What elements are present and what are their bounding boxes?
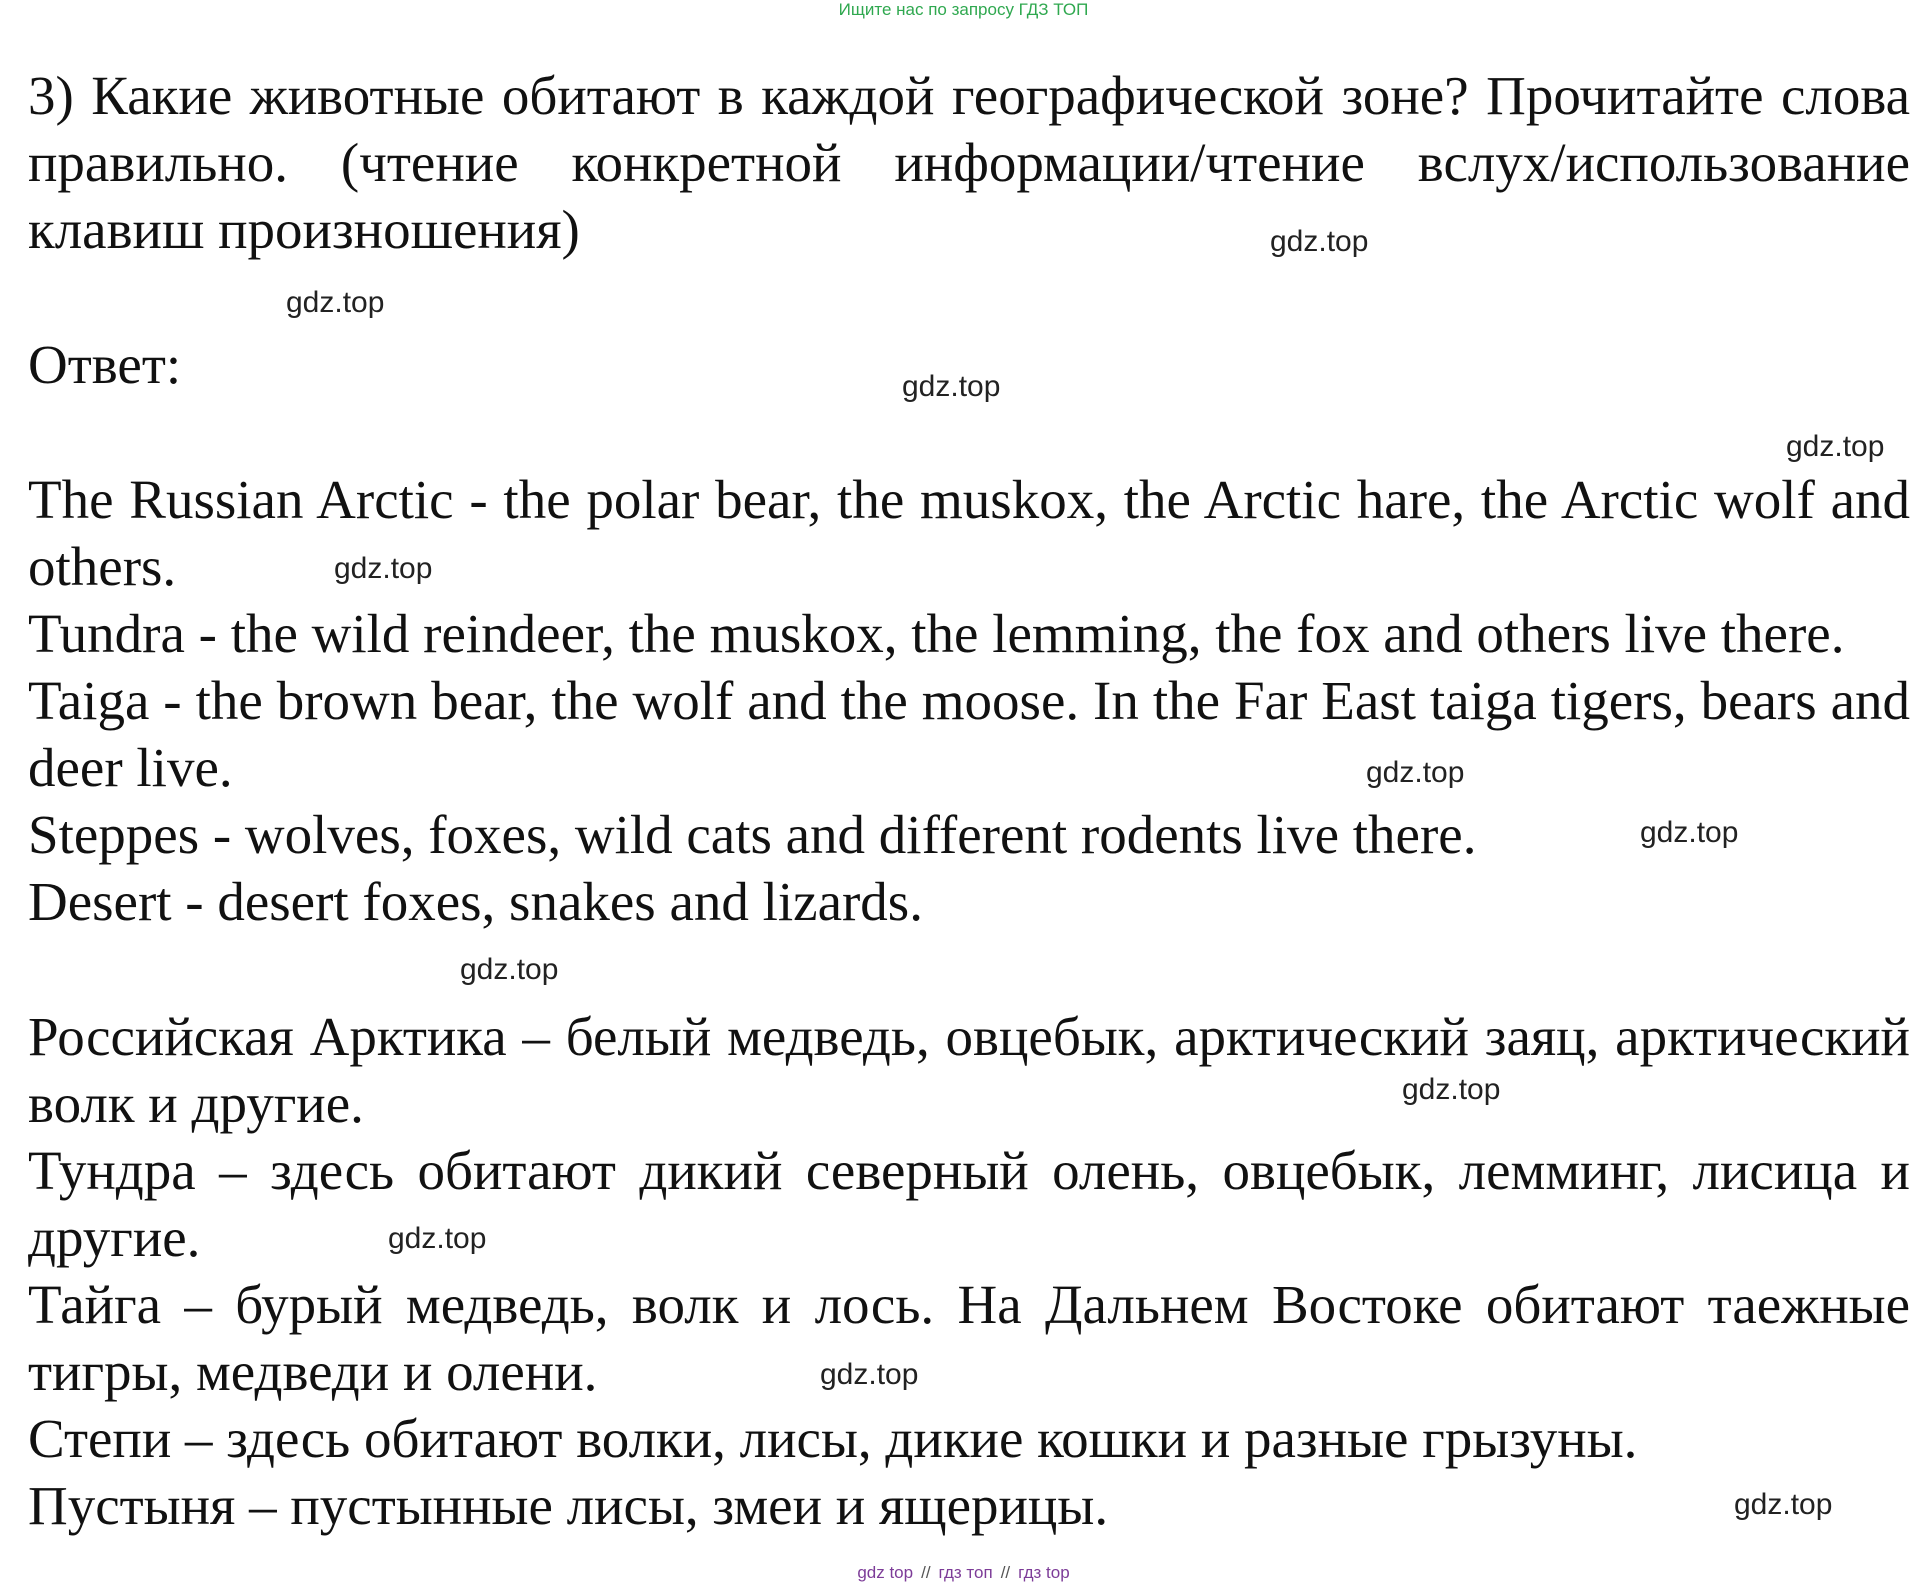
english-answer xyxy=(28,466,1910,935)
translation-line-desert: Пустыня – пустынные лисы, змеи и ящерицы. xyxy=(28,1475,1109,1536)
footer-link-gdz-top-mixed[interactable]: гдз top xyxy=(1018,1563,1070,1582)
answer-label: Ответ: xyxy=(28,334,182,395)
watermark: gdz.top xyxy=(1366,756,1465,789)
watermark: gdz.top xyxy=(1270,225,1369,258)
footer-separator: // xyxy=(1000,1563,1011,1582)
watermark: gdz.top xyxy=(1402,1073,1501,1106)
answer-line-arctic: The Russian Arctic - the polar bear, the muskox, the Arctic hare, the Arctic wolf and others. xyxy=(28,469,1910,597)
footer-link-gdz-top[interactable]: gdz top xyxy=(857,1563,914,1582)
translation-line-arctic: Российская Арктика – белый медведь, овцебык, арктический заяц, арктический волк и другие. xyxy=(28,1006,1910,1134)
russian-answer xyxy=(28,1003,1910,1539)
watermark: gdz.top xyxy=(1786,430,1885,463)
watermark: gdz.top xyxy=(820,1358,919,1391)
answer-line-desert: Desert - desert foxes, snakes and lizards. xyxy=(28,871,923,932)
watermark: gdz.top xyxy=(334,552,433,585)
translation-line-steppes: Степи – здесь обитают волки, лисы, дикие кошки и разные грызуны. xyxy=(28,1408,1638,1469)
watermark: gdz.top xyxy=(1734,1488,1833,1521)
watermark: gdz.top xyxy=(286,286,385,319)
footer-link-gdz-top-ru[interactable]: гдз топ xyxy=(938,1563,993,1582)
watermark: gdz.top xyxy=(388,1222,487,1255)
translation-line-tundra: Тундра – здесь обитают дикий северный олень, овцебык, лемминг, лисица и другие. xyxy=(28,1140,1910,1268)
question-text: 3) Какие животные обитают в каждой географической зоне? Прочитайте слова правильно. (чтение конкретной информации/чтение вслух/использование клавиш произношения) xyxy=(28,65,1910,260)
answer-line-taiga: Taiga - the brown bear, the wolf and the moose. In the Far East taiga tigers, bears and deer live. xyxy=(28,670,1910,798)
footer xyxy=(0,1563,1927,1583)
watermark: gdz.top xyxy=(902,370,1001,403)
answer-line-tundra: Tundra - the wild reindeer, the muskox, the lemming, the fox and others live there. xyxy=(28,603,1845,664)
footer-separator: // xyxy=(921,1563,931,1582)
answer-line-steppes: Steppes - wolves, foxes, wild cats and different rodents live there. xyxy=(28,804,1477,865)
translation-line-taiga: Тайга – бурый медведь, волк и лось. На Дальнем Востоке обитают таежные тигры, медведи и олени. xyxy=(28,1274,1910,1402)
document-content xyxy=(28,62,1910,1539)
top-banner: Ищите нас по запросу ГДЗ ТОП xyxy=(838,0,1089,19)
watermark: gdz.top xyxy=(1640,816,1739,849)
watermark: gdz.top xyxy=(460,953,559,986)
